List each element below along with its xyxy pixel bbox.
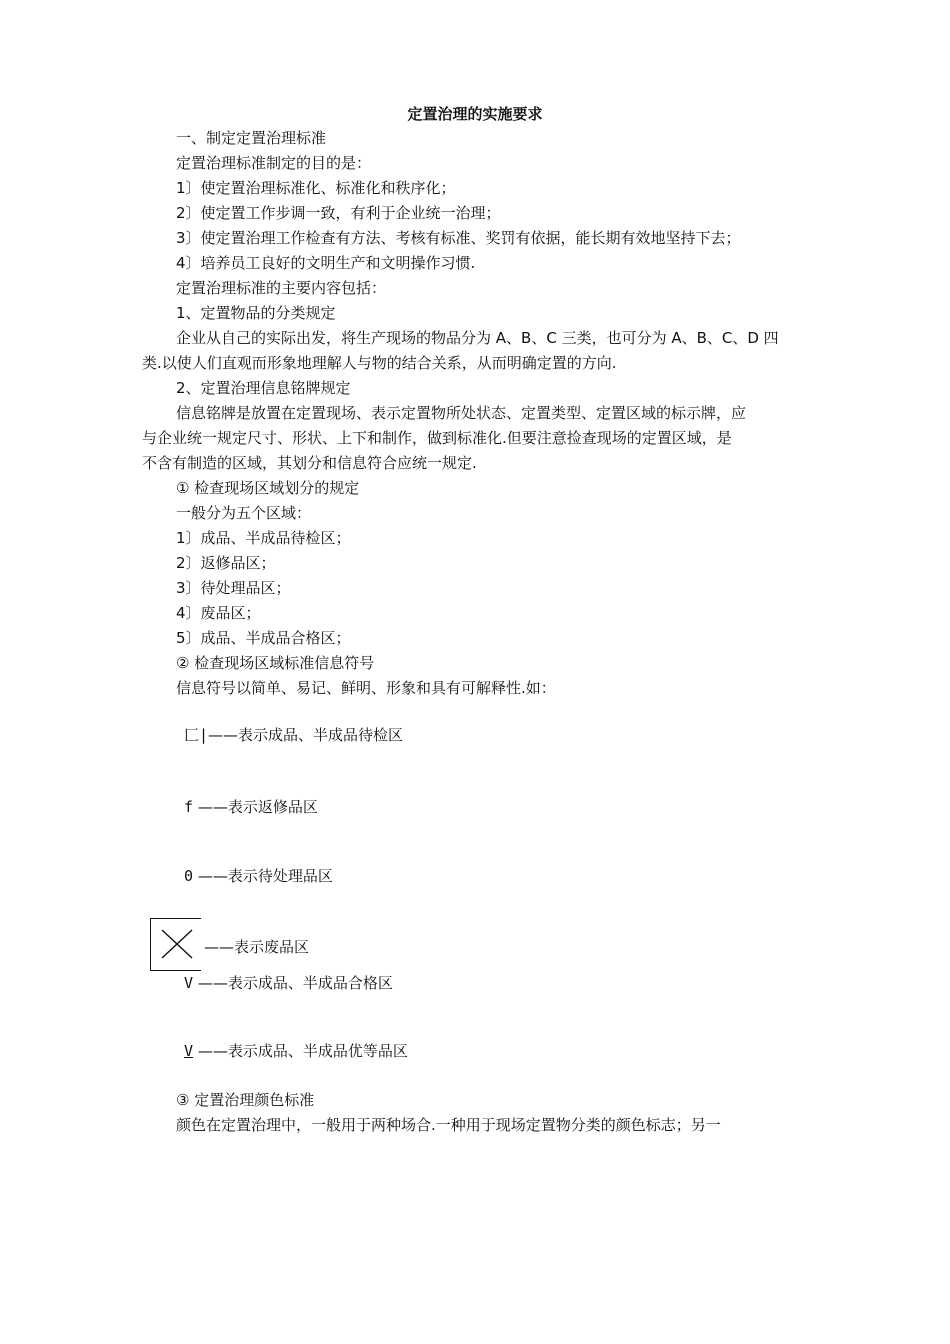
section-heading: 一、制定定置治理标准 [176, 129, 327, 147]
paragraph-continuation: 与企业统一规定尺寸、形状、上下和制作，做到标准化.但要注意捡查现场的定置区域，是 [142, 429, 732, 447]
zero-symbol-icon: 0 [184, 867, 194, 885]
subsection-heading: ① 检查现场区域划分的规定 [176, 479, 360, 497]
paragraph: 定置治理标准的主要内容包括： [176, 279, 387, 297]
symbol-description: ——表示返修品区 [197, 798, 318, 816]
paragraph-continuation: 不含有制造的区域，其划分和信息符合应统一规定. [142, 454, 477, 472]
paragraph: 定置治理标准制定的目的是： [176, 154, 372, 172]
list-item: 4〕培养员工良好的文明生产和文明操作习惯. [176, 254, 476, 272]
symbol-description: ——表示成品、半成品合格区 [197, 974, 393, 992]
list-item: 2〕返修品区； [176, 554, 276, 572]
symbol-description: ——表示成品、半成品优等品区 [197, 1042, 408, 1060]
symbol-row-rework [184, 797, 318, 817]
paragraph: 颜色在定置治理中，一般用于两种场合.一种用于现场定置物分类的颜色标志；另一 [176, 1116, 721, 1134]
bracket-symbol-icon: 匚| [184, 726, 209, 744]
subsection-heading: ② 检查现场区域标准信息符号 [176, 654, 375, 672]
v-underlined-symbol-icon: V [184, 1042, 194, 1060]
symbol-row-scrap [204, 937, 309, 957]
symbol-description: ——表示待处理品区 [197, 867, 333, 885]
paragraph: 信息铭牌是放置在定置现场、表示定置物所处状态、定置类型、定置区域的标示牌，应 [176, 404, 747, 422]
list-item: 3〕待处理品区； [176, 579, 291, 597]
paragraph: 企业从自己的实际出发，将生产现场的物品分为 A、B、C 三类，也可分为 A、B、C、D 四 [176, 329, 779, 347]
x-box-icon [150, 918, 201, 971]
paragraph: 一般分为五个区域： [176, 504, 312, 522]
f-symbol-icon: f [184, 798, 194, 816]
subsection-heading: ③ 定置治理颜色标准 [176, 1091, 315, 1109]
symbol-row-premium [184, 1041, 408, 1061]
list-item: 5〕成品、半成品合格区； [176, 629, 351, 647]
symbol-description: ——表示废品区 [204, 938, 310, 956]
list-item: 1〕成品、半成品待检区； [176, 529, 351, 547]
document-title: 定置治理的实施要求 [407, 105, 543, 123]
v-symbol-icon: V [184, 974, 194, 992]
list-item: 2〕使定置工作步调一致，有利于企业统一治理； [176, 204, 501, 222]
list-item: 4〕废品区； [176, 604, 261, 622]
paragraph: 信息符号以简单、易记、鲜明、形象和具有可解释性.如： [176, 679, 556, 697]
symbol-row-pending-inspection [184, 725, 403, 745]
symbol-row-qualified [184, 973, 393, 993]
symbol-description: ——表示成品、半成品待检区 [208, 726, 404, 744]
list-item: 3〕使定置治理工作检查有方法、考核有标准、奖罚有依据，能长期有效地坚持下去； [176, 229, 741, 247]
paragraph-continuation: 类.以使人们直观而形象地理解人与物的结合关系，从而明确定置的方向. [142, 354, 617, 372]
symbol-row-pending-disposal [184, 866, 333, 886]
subsection-heading: 1、定置物品的分类规定 [176, 304, 336, 322]
subsection-heading: 2、定置治理信息铭牌规定 [176, 379, 351, 397]
list-item: 1〕使定置治理标准化、标准化和秩序化； [176, 179, 456, 197]
